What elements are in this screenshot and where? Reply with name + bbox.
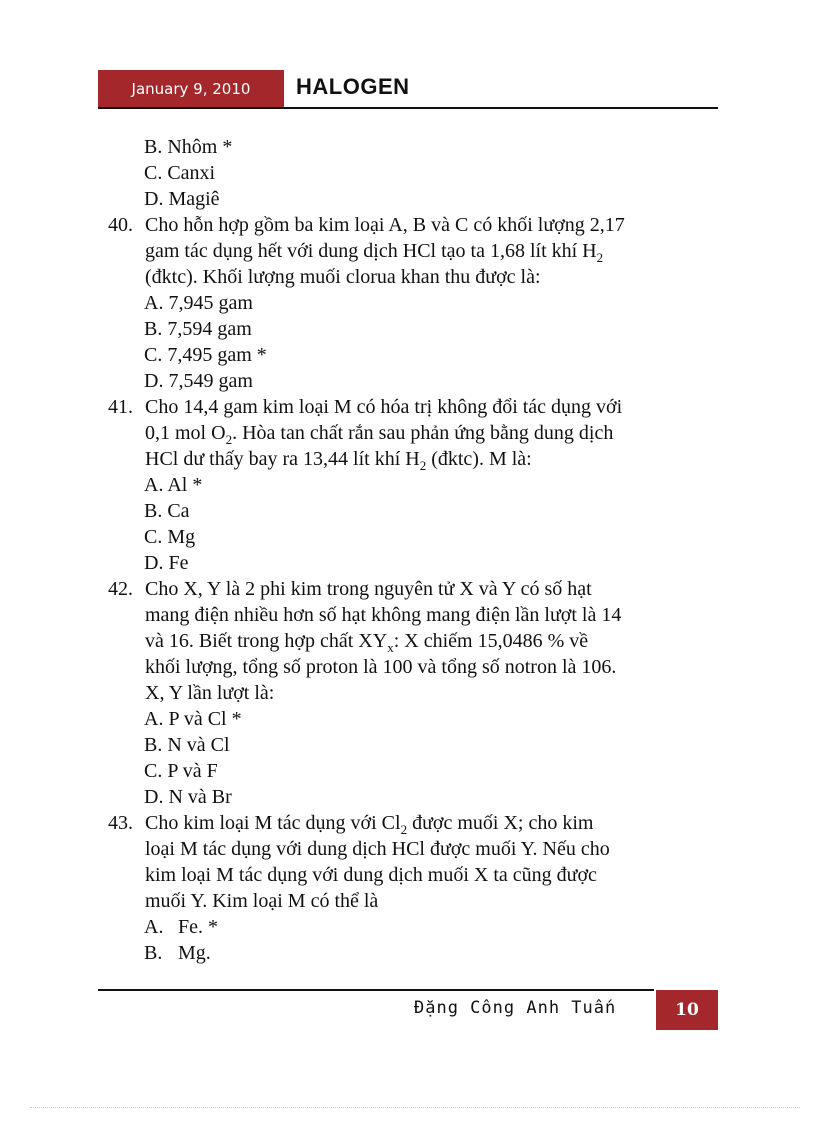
question-text: Cho kim loại M tác dụng với $Cl_2$ được muối X; cho kim (145, 812, 594, 837)
option-line: B. Ca (144, 500, 190, 522)
option-line: A. Fe. * (144, 916, 218, 938)
question-text-line: kim loại M tác dụng với dung dịch muối X ta cũng được (145, 864, 597, 886)
question-number: 41. (108, 396, 133, 418)
question-text-line: mang điện nhiều hơn số hạt không mang điện lần lượt là 14 (145, 604, 622, 626)
option-line: A. Al * (144, 474, 203, 496)
option-line: D. Magiê (144, 188, 220, 210)
option-line: B. Mg. (144, 942, 211, 964)
question-text: Cho X, Y là 2 phi kim trong nguyên tử X và Y có số hạt (145, 578, 592, 600)
header-divider (98, 107, 718, 109)
question-text: Cho 14,4 gam kim loại M có hóa trị không đổi tác dụng với (145, 396, 623, 418)
question-text: Cho hỗn hợp gồm ba kim loại A, B và C có khối lượng 2,17 (145, 214, 625, 236)
header-date: January 9, 2010 (131, 80, 251, 98)
option-line: A. 7,945 gam (144, 292, 253, 314)
question-41 (108, 394, 706, 420)
header-date-box (98, 70, 284, 108)
question-text-line: (đktc). Khối lượng muối clorua khan thu được là: (145, 266, 541, 288)
question-text-line: khối lượng, tổng số proton là 100 và tổng số notron là 106. (145, 656, 617, 678)
question-42 (108, 576, 706, 602)
question-text-line: HCl dư thấy bay ra 13,44 lít khí $H_2$ (đktc). M là: (145, 448, 532, 473)
question-number: 42. (108, 578, 133, 600)
option-line: B. Nhôm * (144, 136, 233, 158)
header-title: HALOGEN (296, 74, 410, 99)
question-text-line: muối Y. Kim loại M có thể là (145, 890, 379, 912)
question-number: 43. (108, 812, 133, 834)
page-edge-divider (30, 1107, 800, 1108)
question-number: 40. (108, 214, 133, 236)
option-line: A. P và Cl * (144, 708, 242, 730)
option-line: C. Mg (144, 526, 196, 548)
question-text-line: 0,1 mol $O_2$. Hòa tan chất rắn sau phản ứng bằng dung dịch (145, 422, 614, 447)
question-text-line: X, Y lần lượt là: (145, 682, 275, 704)
option-line: C. P và F (144, 760, 218, 782)
option-line: D. 7,549 gam (144, 370, 253, 392)
page-number: 10 (675, 1000, 699, 1020)
option-line: D. Fe (144, 552, 189, 574)
question-text-line: gam tác dụng hết với dung dịch HCl tạo ta 1,68 lít khí $H_2$ (145, 240, 604, 265)
option-line: B. N và Cl (144, 734, 230, 756)
option-line: B. 7,594 gam (144, 318, 252, 340)
page-number-box (656, 990, 718, 1030)
footer-author: Đặng Công Anh Tuấn (414, 998, 617, 1018)
option-line: C. Canxi (144, 162, 216, 184)
page-content (108, 134, 706, 966)
question-40 (108, 212, 706, 238)
option-line: C. 7,495 gam * (144, 344, 267, 366)
footer-divider (98, 989, 654, 991)
question-43 (108, 810, 706, 836)
question-text-line: loại M tác dụng với dung dịch HCl được muối Y. Nếu cho (145, 838, 610, 860)
option-line: D. N và Br (144, 786, 232, 808)
question-text-line: và 16. Biết trong hợp chất $XY_x$: X chiếm 15,0486 % về (145, 630, 589, 655)
